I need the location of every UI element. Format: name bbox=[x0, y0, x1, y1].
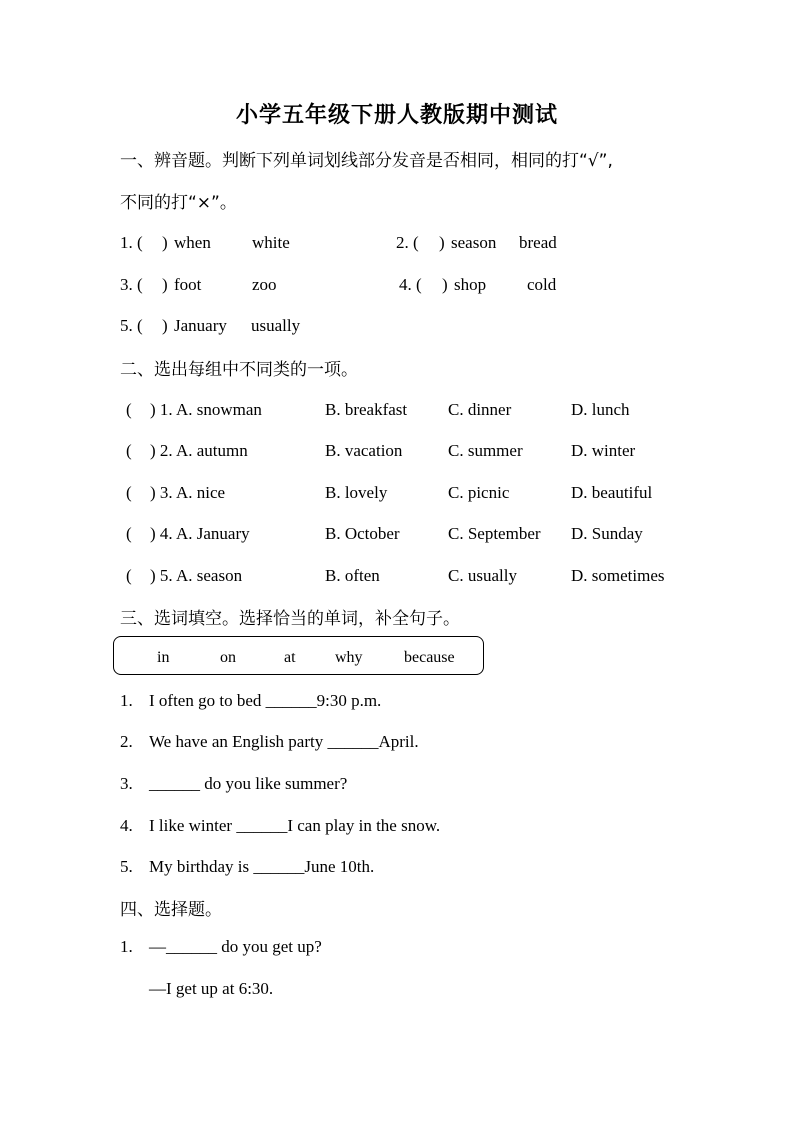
question-line-2: —I get up at 6:30. bbox=[149, 979, 274, 998]
item-number: 5. ( bbox=[120, 316, 143, 335]
item-number: 2. ( bbox=[396, 233, 419, 252]
section4-heading: 四、选择题。 bbox=[120, 900, 222, 920]
word-b: white bbox=[252, 233, 290, 252]
item-number: 1. ( bbox=[120, 233, 143, 252]
sentence-number: 5. bbox=[120, 857, 133, 876]
option-a: ) 2. A. autumn bbox=[150, 441, 248, 460]
word-bank-item: in bbox=[157, 649, 170, 666]
word-bank-item: on bbox=[220, 649, 236, 666]
sentence-text: ______ do you like summer? bbox=[149, 774, 348, 793]
option-d: D. Sunday bbox=[571, 524, 643, 543]
section1-heading-line1: 一、辨音题。判断下列单词划线部分发音是否相同，相同的打“√”, bbox=[120, 151, 613, 171]
section2-heading: 二、选出每组中不同类的一项。 bbox=[120, 360, 358, 380]
sentence-number: 4. bbox=[120, 816, 133, 835]
option-d: D. lunch bbox=[571, 400, 630, 419]
option-c: C. summer bbox=[448, 441, 523, 460]
option-b: B. vacation bbox=[325, 441, 403, 460]
item-paren-close: ) bbox=[162, 233, 168, 252]
word-a: January bbox=[174, 316, 227, 335]
word-a: when bbox=[174, 233, 211, 252]
word-a: season bbox=[451, 233, 497, 252]
page-title: 小学五年级下册人教版期中测试 bbox=[235, 103, 558, 128]
word-b: bread bbox=[519, 233, 557, 252]
sentence-text: I often go to bed ______9:30 p.m. bbox=[149, 691, 382, 710]
section1-heading-line2: 不同的打“×”。 bbox=[120, 193, 237, 213]
word-a: foot bbox=[174, 275, 202, 294]
option-c: C. dinner bbox=[448, 400, 512, 419]
item-paren-close: ) bbox=[442, 275, 448, 294]
sentence-text: We have an English party ______April. bbox=[149, 732, 419, 751]
option-d: D. beautiful bbox=[571, 483, 653, 502]
option-a: ) 5. A. season bbox=[150, 566, 243, 585]
word-bank-item: why bbox=[335, 649, 363, 666]
word-b: cold bbox=[527, 275, 557, 294]
answer-paren: ( bbox=[126, 483, 132, 502]
option-b: B. October bbox=[325, 524, 400, 543]
section3-heading: 三、选词填空。选择恰当的单词，补全句子。 bbox=[120, 609, 460, 629]
option-b: B. lovely bbox=[325, 483, 388, 502]
word-b: usually bbox=[251, 316, 301, 335]
item-number: 4. ( bbox=[399, 275, 422, 294]
word-bank-item: at bbox=[284, 649, 296, 666]
sentence-number: 2. bbox=[120, 732, 133, 751]
item-paren-close: ) bbox=[162, 275, 168, 294]
word-a: shop bbox=[454, 275, 487, 294]
item-paren-close: ) bbox=[439, 233, 445, 252]
option-a: ) 1. A. snowman bbox=[150, 400, 262, 419]
option-c: C. usually bbox=[448, 566, 517, 585]
option-d: D. sometimes bbox=[571, 566, 665, 585]
word-bank-box bbox=[113, 636, 484, 675]
word-b: zoo bbox=[252, 275, 277, 294]
sentence-number: 1. bbox=[120, 691, 133, 710]
answer-paren: ( bbox=[126, 441, 132, 460]
sentence-text: My birthday is ______June 10th. bbox=[149, 857, 375, 876]
option-d: D. winter bbox=[571, 441, 636, 460]
option-c: C. picnic bbox=[448, 483, 510, 502]
question-line-1: —______ do you get up? bbox=[149, 937, 322, 956]
option-b: B. breakfast bbox=[325, 400, 408, 419]
option-a: ) 3. A. nice bbox=[150, 483, 226, 502]
item-number: 3. ( bbox=[120, 275, 143, 294]
sentence-text: I like winter ______I can play in the snow. bbox=[149, 816, 441, 835]
question-number: 1. bbox=[120, 937, 133, 956]
option-a: ) 4. A. January bbox=[150, 524, 250, 543]
item-paren-close: ) bbox=[162, 316, 168, 335]
answer-paren: ( bbox=[126, 400, 132, 419]
answer-paren: ( bbox=[126, 566, 132, 585]
option-b: B. often bbox=[325, 566, 380, 585]
option-c: C. September bbox=[448, 524, 541, 543]
word-bank-item: because bbox=[404, 649, 455, 666]
answer-paren: ( bbox=[126, 524, 132, 543]
sentence-number: 3. bbox=[120, 774, 133, 793]
